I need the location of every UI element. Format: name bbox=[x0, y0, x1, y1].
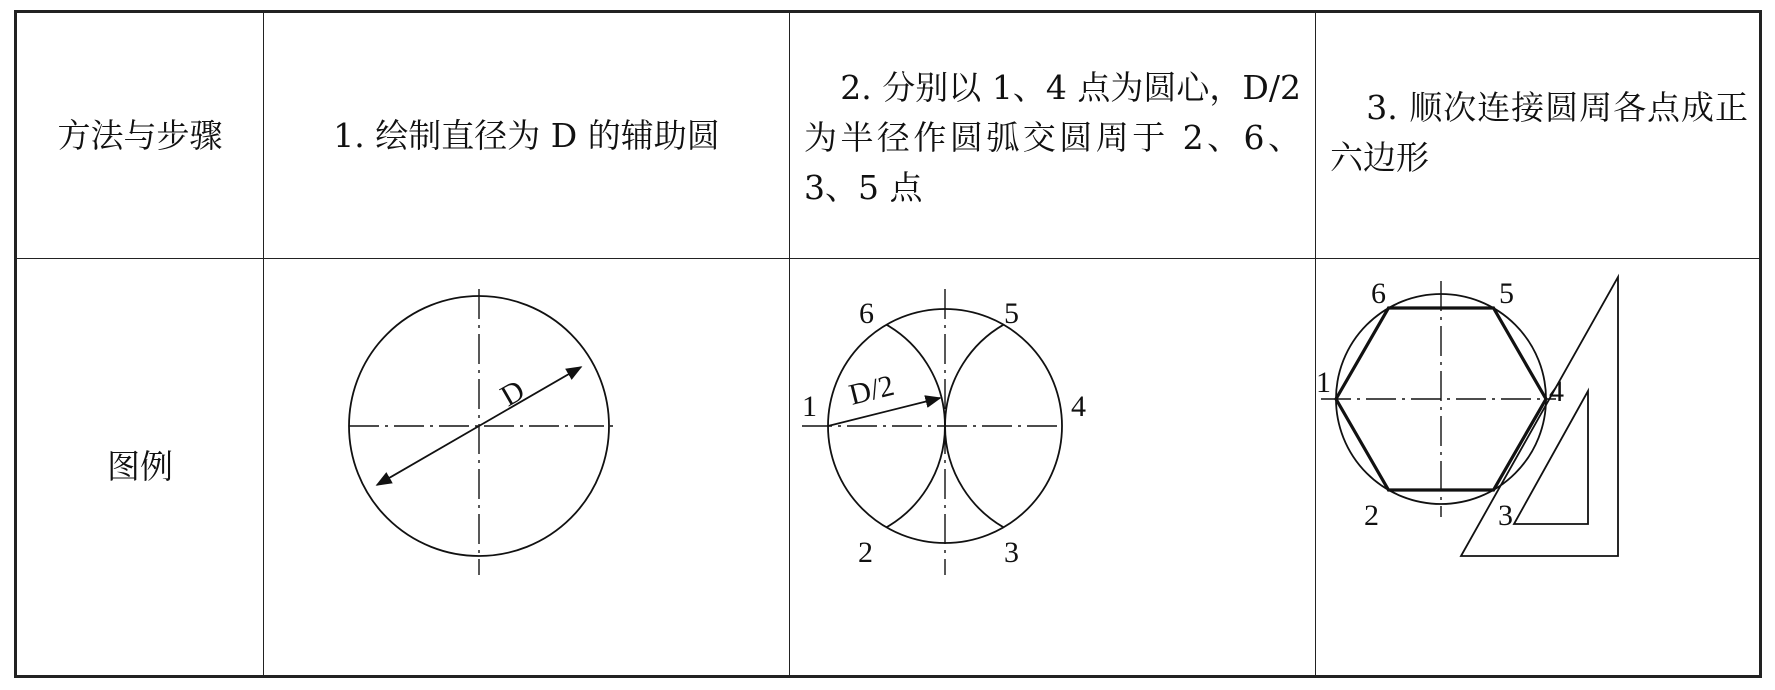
set-square-small bbox=[1514, 391, 1588, 524]
point-1-label: 1 bbox=[1316, 366, 1331, 399]
example-label: 图例 bbox=[107, 447, 173, 486]
steps-table bbox=[14, 10, 1762, 678]
point-4-label: 4 bbox=[1071, 390, 1086, 423]
figure-auxiliary-circle bbox=[264, 259, 789, 675]
point-5-label: 5 bbox=[1499, 277, 1514, 310]
point-1-label: 1 bbox=[802, 390, 817, 423]
step2-cell bbox=[790, 63, 1315, 243]
point-5-label: 5 bbox=[1004, 297, 1019, 330]
method-label: 方法与步骤 bbox=[57, 115, 223, 155]
figure-hexagon bbox=[1316, 259, 1762, 675]
point-4-label: 4 bbox=[1549, 375, 1564, 408]
radius-label: D/2 bbox=[845, 368, 898, 412]
diameter-label: D bbox=[495, 373, 531, 414]
point-2-label: 2 bbox=[1364, 499, 1379, 532]
row-header-example bbox=[17, 259, 263, 675]
point-2-label: 2 bbox=[858, 536, 873, 569]
point-3-label: 3 bbox=[1498, 499, 1513, 532]
row-header-method bbox=[17, 13, 263, 258]
step1-text: 1. 绘制直径为 D 的辅助圆 bbox=[333, 115, 720, 155]
figure-arc-construction bbox=[790, 259, 1315, 675]
point-6-label: 6 bbox=[1371, 277, 1386, 310]
step3-cell bbox=[1316, 83, 1762, 223]
point-3-label: 3 bbox=[1004, 536, 1019, 569]
point-6-label: 6 bbox=[859, 297, 874, 330]
step2-text: 2. 分别以 1、4 点为圆心，D/2 为半径作圆弧交圆周于 2、6、3、5 点 bbox=[804, 68, 1301, 207]
set-square-large bbox=[1461, 277, 1618, 556]
step1-cell bbox=[264, 13, 789, 258]
step3-text: 3. 顺次连接圆周各点成正六边形 bbox=[1330, 88, 1748, 177]
